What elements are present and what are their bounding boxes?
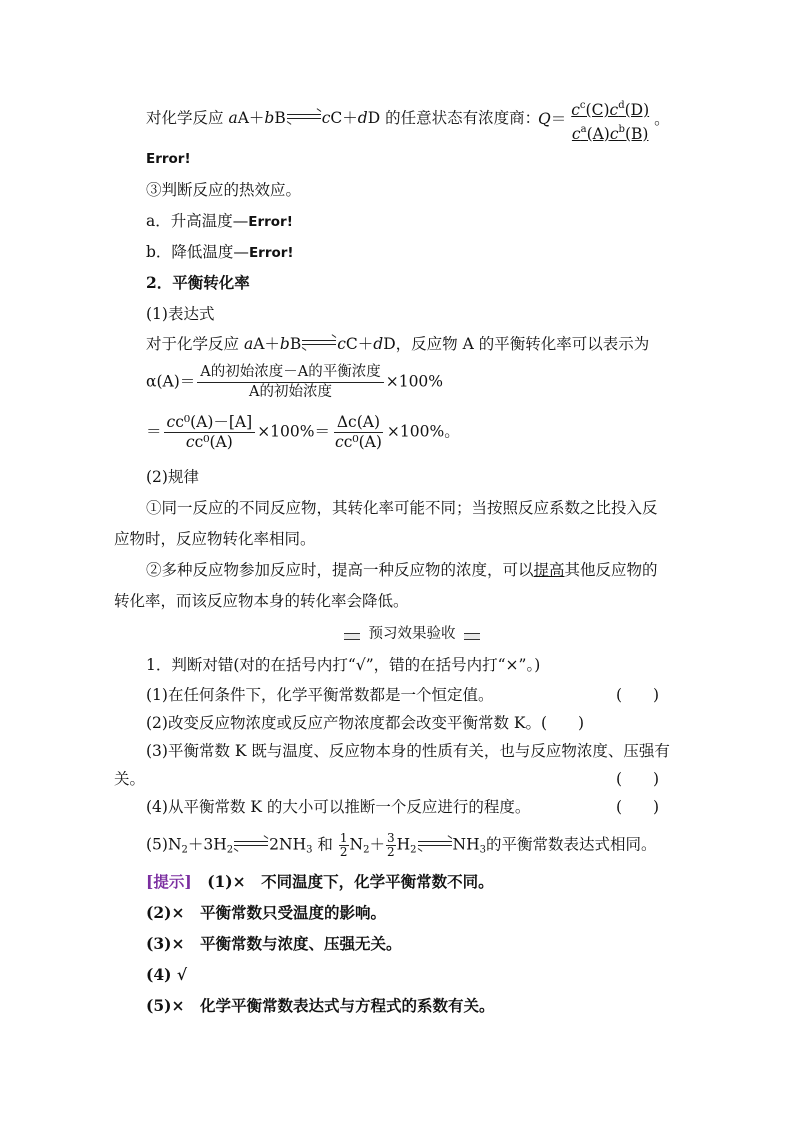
hint-label: [提示] [146,872,192,891]
hint-answer-1: [提示] (1)× 不同温度下，化学平衡常数不同。 [146,872,494,891]
reaction-equation: aA＋bB cC＋dD [228,109,386,127]
hint-answer-2: (2)× 平衡常数只受温度的影响。 [146,903,386,922]
item-b: b．降低温度—Error! [146,243,294,261]
question-1-4: (4)从平衡常数 K 的大小可以推断一个反应进行的程度。 [146,798,531,816]
quotient-line: 对化学反应 aA＋bB cC＋dD 的任意状态有浓度商： [146,109,541,127]
hint-answer-5: (5)× 化学平衡常数表达式与方程式的系数有关。 [146,996,495,1015]
quotient-formula: Q＝ $\frac{c^c(C)c^d(D)}{c^a(A)c^b(B)}$ 。 [538,100,670,143]
question-1-2: (2)改变反应物浓度或反应产物浓度都会改变平衡常数 K。( ) [146,714,585,732]
question-1-title: 1．判断对错(对的在括号内打“√”，错的在括号内打“×”。) [146,656,541,674]
item-3: ③判断反应的热效应。 [146,181,302,199]
alpha-formula: α(A)＝ $\frac{\text{A的初始浓度－A的平衡浓度}}{\text{A的初始浓度}}$ ×100% [146,364,444,400]
question-1-5: $(5)N_2+3H_2$ $2NH_3$ 和 $\frac{1}{2}$ $N_2+$ $\frac{3}{2}$ $H_2$ $NH_3$的平衡常数表达式相同。 [146,831,657,859]
equilibrium-arrow-icon [234,839,268,849]
law-2-line-1: ②多种反应物参加反应时，提高一种反应物的浓度，可以提高其他反应物的 [146,561,658,579]
alpha-formula-2: ＝ $\frac{\text{cc⁰(A)－[A]}}{\text{cc⁰(A)}}$ ×100%＝ $\frac{\Delta c(A)}{\text{cc⁰(A)}}$ ×100%。 [146,413,460,451]
error-field: Error! [146,151,191,167]
equilibrium-arrow-icon [418,839,452,849]
hint-answer-3: (3)× 平衡常数与浓度、压强无关。 [146,934,402,953]
law-2-line-2: 转化率，而该反应物本身的转化率会降低。 [114,592,409,610]
item-a: a．升高温度—Error! [146,212,293,230]
hint-answer-4: (4) √ [146,965,188,984]
answer-blank-3[interactable]: ( ) [616,770,660,788]
law-1-line-1: ①同一反应的不同反应物，其转化率可能不同；当按照反应系数之比投入反 [146,499,658,517]
expression-intro: 对于化学反应 aA＋bB cC＋dD，反应物 A 的平衡转化率可以表示为 [146,335,650,353]
law-1-line-2: 应物时，反应物转化率相同。 [114,530,316,548]
question-1-3-line-1: (3)平衡常数 K 既与温度、反应物本身的性质有关，也与反应物浓度、压强有 [146,742,670,760]
law-title: (2)规律 [146,468,199,486]
answer-blank-1[interactable]: ( ) [616,686,660,704]
section-title: 2．平衡转化率 [146,273,250,292]
equilibrium-arrow-icon [302,338,336,348]
section-banner: 预习效果验收 [344,624,480,644]
answer-blank-4[interactable]: ( ) [616,798,660,816]
equilibrium-arrow-icon [287,112,321,122]
question-1-3-line-2: 关。 [114,770,146,788]
question-1-1: (1)在任何条件下，化学平衡常数都是一个恒定值。 [146,686,494,704]
expression-title: (1)表达式 [146,305,215,323]
